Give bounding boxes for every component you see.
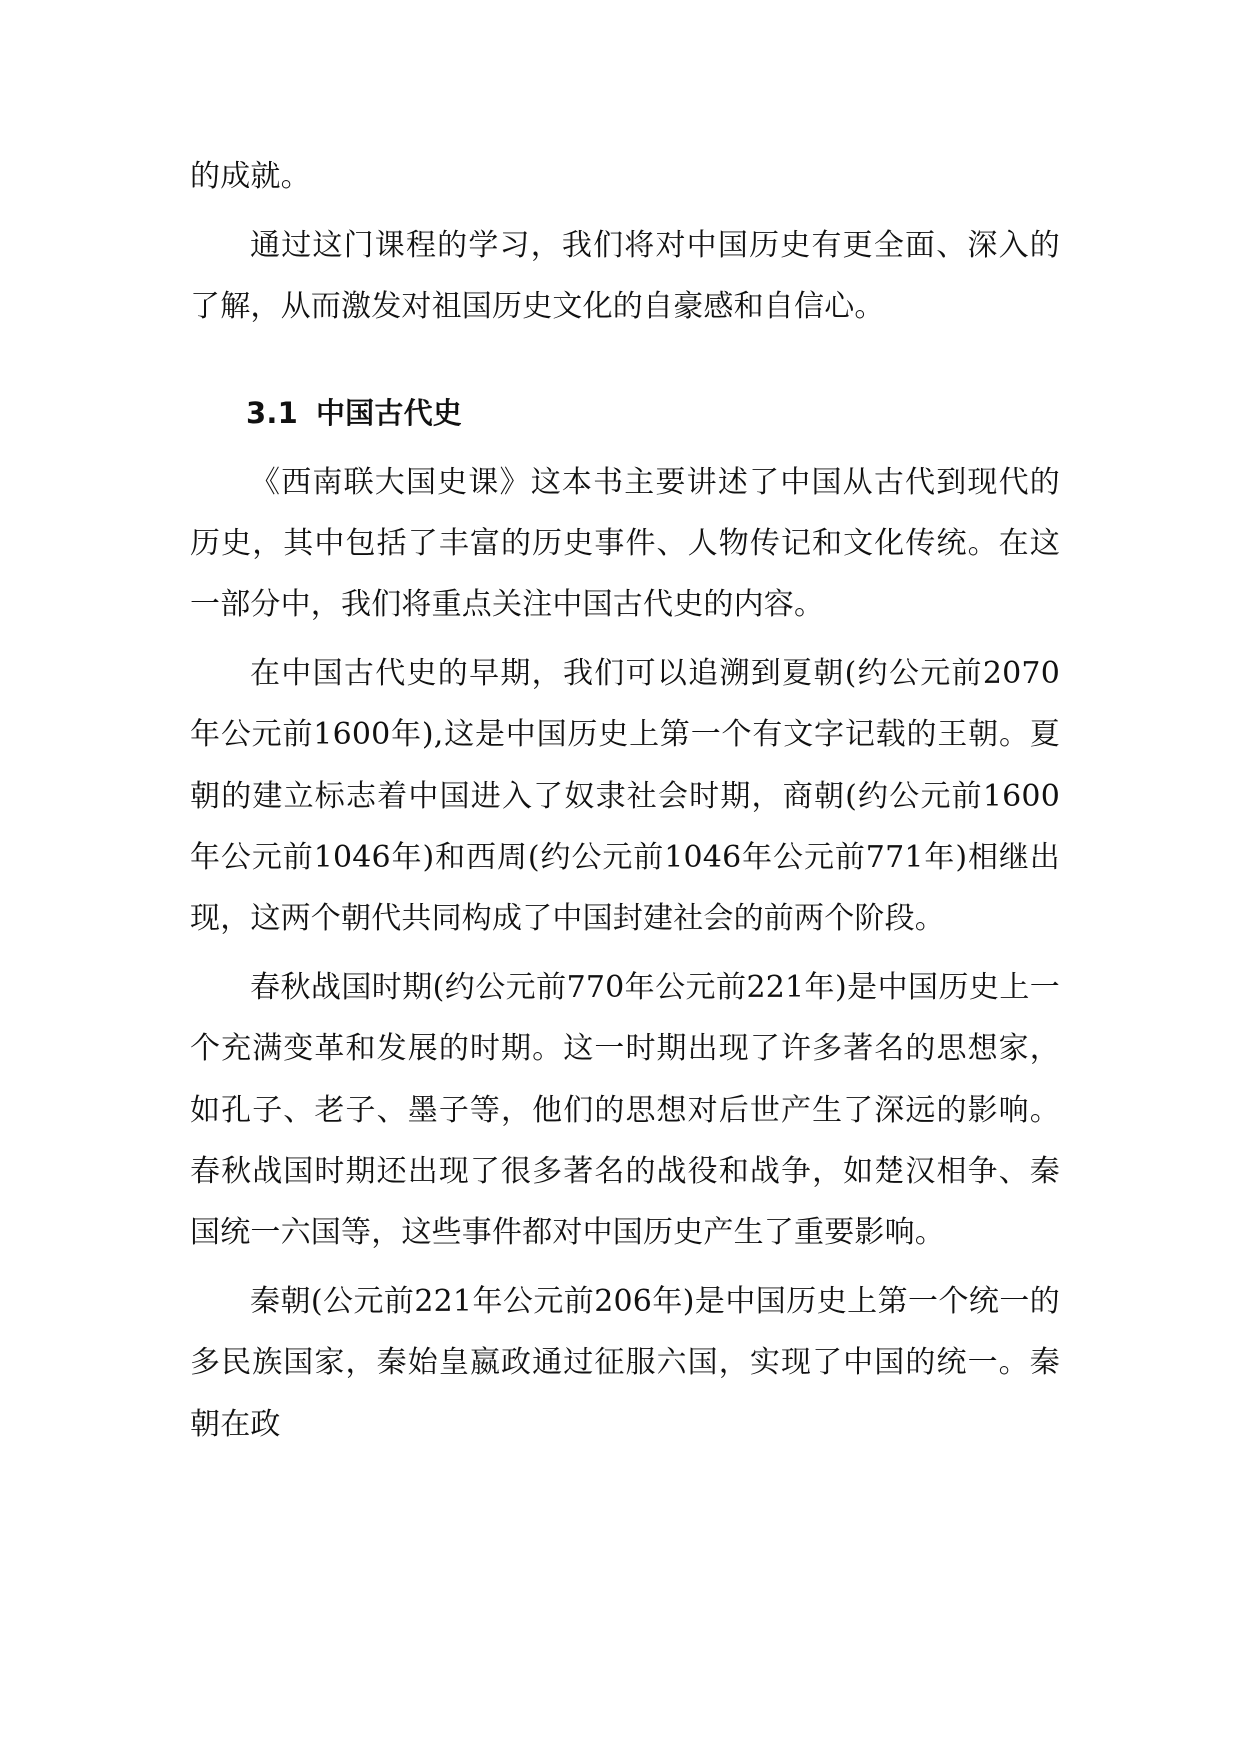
section-number: 3.1 xyxy=(246,395,298,430)
section-heading xyxy=(190,382,1060,444)
paragraph-xia-shang-zhou: 在中国古代史的早期，我们可以追溯到夏朝(约公元前2070年公元前1600年),这是中国历史上第一个有文字记载的王朝。夏朝的建立标志着中国进入了奴隶社会时期，商朝(约公元前1600年公元前1046年)和西周(约公元前1046年公元前771年)相继出现，这两个朝代共同构成了中国封建社会的前两个阶段。 xyxy=(190,656,1060,937)
paragraph-book-intro: 《西南联大国史课》这本书主要讲述了中国从古代到现代的历史，其中包括了丰富的历史事件、人物传记和文化传统。在这一部分中，我们将重点关注中国古代史的内容。 xyxy=(190,464,1060,623)
paragraph-spring-autumn-warring-states: 春秋战国时期(约公元前770年公元前221年)是中国历史上一个充满变革和发展的时期。这一时期出现了许多著名的思想家，如孔子、老子、墨子等，他们的思想对后世产生了深远的影响。春秋战国时期还出现了很多著名的战役和战争，如楚汉相争、秦国统一六国等，这些事件都对中国历史产生了重要影响。 xyxy=(190,970,1060,1251)
paragraph-qin-dynasty: 秦朝(公元前221年公元前206年)是中国历史上第一个统一的多民族国家，秦始皇嬴政通过征服六国，实现了中国的统一。秦朝在政 xyxy=(190,1284,1060,1442)
section-title: 中国古代史 xyxy=(315,395,462,430)
paragraph-course-summary: 通过这门课程的学习，我们将对中国历史有更全面、深入的了解，从而激发对祖国历史文化的自豪感和自信心。 xyxy=(190,228,1060,325)
paragraph-continuation: 的成就。 xyxy=(190,159,311,194)
document-body xyxy=(190,146,1060,1455)
